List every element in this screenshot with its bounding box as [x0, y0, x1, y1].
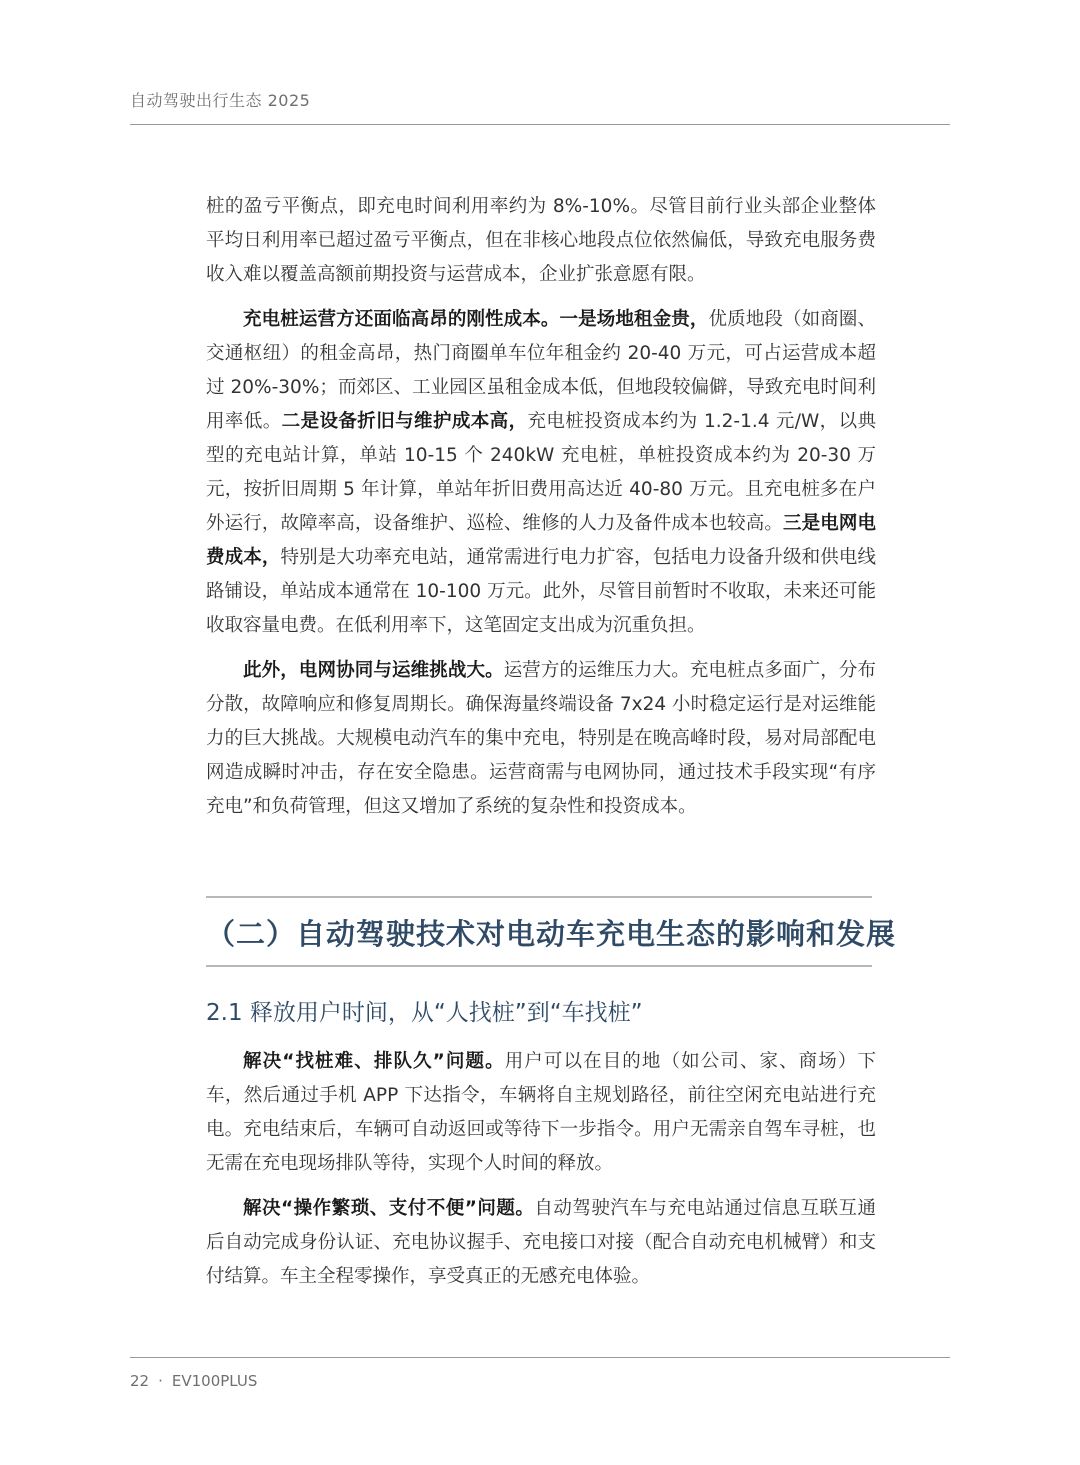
- paragraph-3-lead: 此外，电网协同与运维挑战大。: [243, 660, 504, 681]
- paragraph-2-text-3: 特别是大功率充电站，通常需进行电力扩容，包括电力设备升级和供电线路铺设，单站成本通常在 10-100 万元。此外，尽管目前暂时不收取，未来还可能收取容量电费。在低利用率下，这笔固定支出成为沉重负担。: [206, 547, 876, 636]
- paragraph-2: [206, 303, 876, 643]
- page-footer: [130, 1372, 257, 1390]
- paragraph-3-text: 运营方的运维压力大。充电桩点多面广，分布分散，故障响应和修复周期长。确保海量终端设备 7x24 小时稳定运行是对运维能力的巨大挑战。大规模电动汽车的集中充电，特别是在晚高峰时段，易对局部配电网造成瞬时冲击，存在安全隐患。运营商需与电网协同，通过技术手段实现“有序充电”和负荷管理，但这又增加了系统的复杂性和投资成本。: [206, 660, 876, 817]
- paragraph-2-text-1: 优质地段（如商圈、交通枢纽）的租金高昂，热门商圈单车位年租金约 20-40 万元，可占运营成本超过 20%-30%；而郊区、工业园区虽租金成本低，但地段较偏僻，导致充电时间利用率低。: [206, 309, 876, 432]
- section-divider-bottom: [206, 965, 872, 967]
- section-divider-top: [206, 896, 872, 898]
- paragraph-2-lead: 充电桩运营方还面临高昂的刚性成本。: [243, 309, 560, 330]
- paragraph-2-lead-4: 三是电网电费成本，: [206, 513, 876, 568]
- header-divider: [130, 124, 950, 125]
- paragraph-2-lead-3: 二是设备折旧与维护成本高，: [281, 411, 528, 432]
- body-text-bottom: [206, 1045, 876, 1294]
- footer-divider: [130, 1357, 950, 1358]
- paragraph-5: [206, 1192, 876, 1294]
- body-text-top: [206, 190, 876, 824]
- paragraph-4: [206, 1045, 876, 1181]
- paragraph-5-text: 自动驾驶汽车与充电站通过信息互联互通后自动完成身份认证、充电协议握手、充电接口对接（配合自动充电机械臂）和支付结算。车主全程零操作，享受真正的无感充电体验。: [206, 1198, 876, 1287]
- paragraph-2-text-2: 充电桩投资成本约为 1.2-1.4 元/W，以典型的充电站计算，单站 10-15 个 240kW 充电桩，单桩投资成本约为 20-30 万元，按折旧周期 5 年计算，单站年折旧费用高达近 40-80 万元。且充电桩多在户外运行，故障率高，设备维护、巡检、维修的人力及备件成本也较高。: [206, 411, 876, 534]
- footer-brand: EV100PLUS: [171, 1372, 258, 1390]
- section-heading: （二）自动驾驶技术对电动车充电生态的影响和发展: [206, 917, 897, 951]
- footer-separator: ·: [158, 1372, 163, 1390]
- subsection-heading: 2.1 释放用户时间，从“人找桩”到“车找桩”: [206, 1000, 643, 1026]
- paragraph-5-lead: 解决“操作繁琐、支付不便”问题。: [243, 1198, 535, 1219]
- paragraph-2-lead-2: 一是场地租金贵，: [559, 309, 709, 330]
- paragraph-4-text: 用户可以在目的地（如公司、家、商场）下车，然后通过手机 APP 下达指令，车辆将自主规划路径，前往空闲充电站进行充电。充电结束后，车辆可自动返回或等待下一步指令。用户无需亲自驾车寻桩，也无需在充电现场排队等待，实现个人时间的释放。: [206, 1051, 876, 1174]
- paragraph-1-text: 桩的盈亏平衡点，即充电时间利用率约为 8%-10%。尽管目前行业头部企业整体平均日利用率已超过盈亏平衡点，但在非核心地段点位依然偏低，导致充电服务费收入难以覆盖高额前期投资与运营成本，企业扩张意愿有限。: [206, 196, 876, 285]
- paragraph-4-lead: 解决“找桩难、排队久”问题。: [243, 1051, 505, 1072]
- running-header: 自动驾驶出行生态 2025: [130, 91, 311, 110]
- paragraph-1: [206, 190, 876, 292]
- page-number: 22: [130, 1372, 150, 1390]
- paragraph-3: [206, 654, 876, 824]
